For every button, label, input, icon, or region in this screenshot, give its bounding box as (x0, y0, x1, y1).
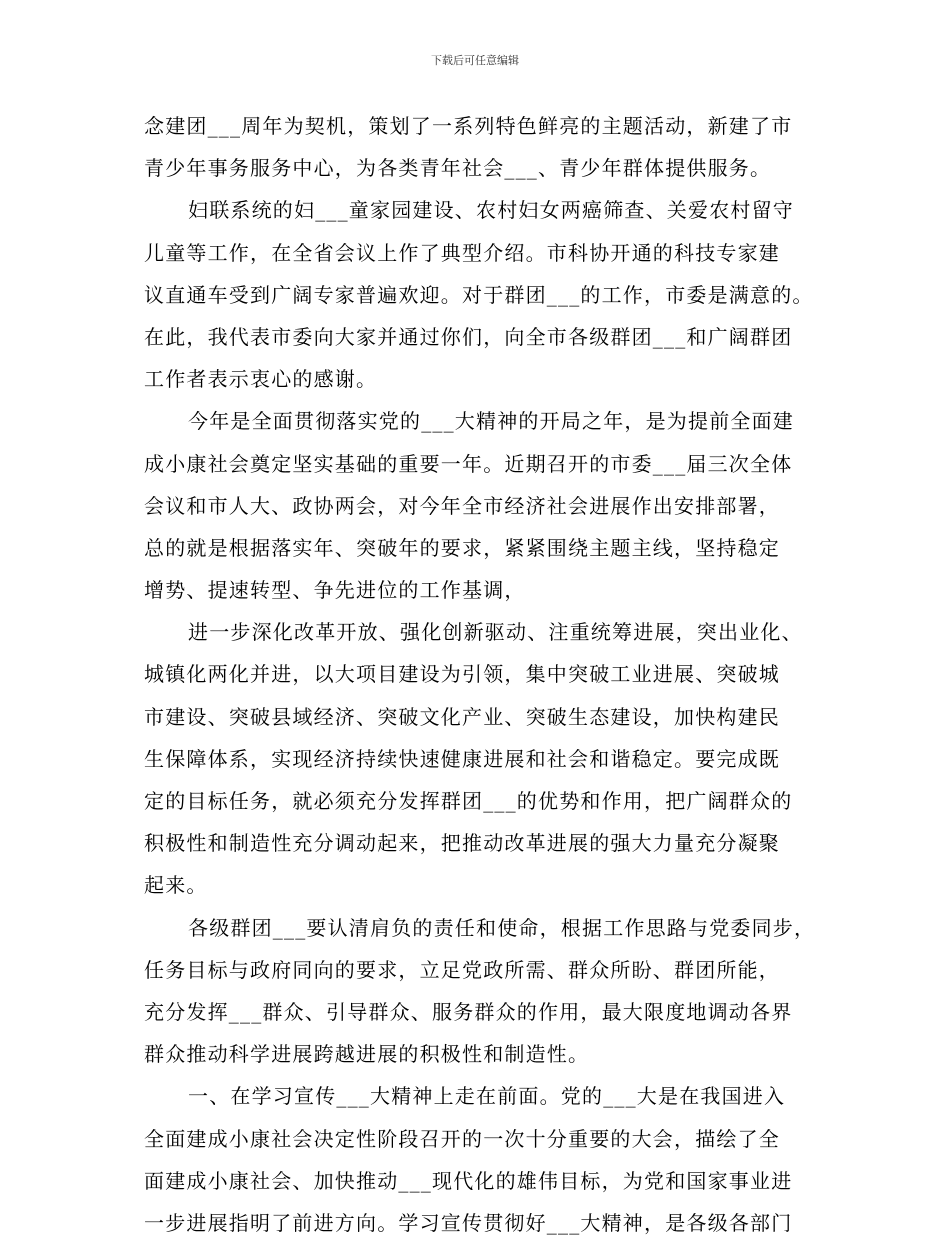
paragraph-first-line: 今年是全面贯彻落实党的___大精神的开局之年，是为提前全面建 (188, 409, 794, 434)
page-header: 下载后可任意编辑 (431, 54, 519, 67)
text-line: 市建设、突破县域经济、突破文化产业、突破生态建设，加快构建民 (144, 704, 780, 729)
text-line: 一步进展指明了前进方向。学习宣传贯彻好___大精神，是各级各部门 (144, 1210, 793, 1235)
text-line: 面建成小康社会、加快推动___现代化的雄伟目标，为党和国家事业进 (144, 1168, 793, 1193)
document-body (144, 105, 824, 1244)
text-line: 定的目标任务，就必须充分发挥群团___的优势和作用，把广阔群众的 (144, 789, 793, 813)
paragraph-first-line: 进一步深化改革开放、强化创新驱动、注重统筹进展，突出业化、 (188, 620, 803, 645)
paragraph-first-line: 一、在学习宣传___大精神上走在前面。党的___大是在我国进入 (188, 1084, 786, 1109)
text-line: 起来。 (144, 873, 208, 898)
text-line: 成小康社会奠定坚实基础的重要一年。近期召开的市委___届三次全体 (144, 451, 793, 476)
text-line: 儿童等工作，在全省会议上作了典型介绍。市科协开通的科技专家建 (144, 240, 780, 265)
text-line: 充分发挥___群众、引导群众、服务群众的作用，最大限度地调动各界 (144, 999, 793, 1024)
text-line: 增势、提速转型、争先进位的工作基调， (144, 578, 526, 603)
text-line: 念建团___周年为契机，策划了一系列特色鲜亮的主题活动，新建了市 (144, 114, 793, 138)
text-line: 全面建成小康社会决定性阶段召开的一次十分重要的大会，描绘了全 (144, 1126, 780, 1151)
text-line: 在此，我代表市委向大家并通过你们，向全市各级群团___和广阔群团 (144, 324, 793, 349)
text-line: 生保障体系，实现经济持续快速健康进展和社会和谐稳定。要完成既 (144, 746, 780, 771)
text-line: 积极性和制造性充分调动起来，把推动改革进展的强大力量充分凝聚 (144, 831, 780, 856)
text-line: 总的就是根据落实年、突破年的要求，紧紧围绕主题主线，坚持稳定 (144, 535, 780, 560)
text-line: 任务目标与政府同向的要求，立足党政所需、群众所盼、群团所能， (144, 957, 780, 982)
text-line: 会议和市人大、政协两会，对今年全市经济社会进展作出安排部署， (144, 493, 780, 518)
text-line: 群众推动科学进展跨越进展的积极性和制造性。 (144, 1042, 590, 1067)
text-line: 青少年事务服务中心，为各类青年社会___、青少年群体提供服务。 (144, 156, 772, 181)
paragraph-first-line: 妇联系统的妇___童家园建设、农村妇女两癌筛查、关爱农村留守 (188, 198, 794, 223)
text-line: 议直通车受到广阔专家普遍欢迎。对于群团___的工作，市委是满意的。 (144, 282, 814, 307)
text-line: 城镇化两化并进，以大项目建设为引领，集中突破工业进展、突破城 (144, 662, 780, 687)
paragraph-first-line: 各级群团___要认清肩负的责任和使命，根据工作思路与党委同步， (188, 915, 816, 940)
text-line: 工作者表示衷心的感谢。 (144, 367, 378, 392)
